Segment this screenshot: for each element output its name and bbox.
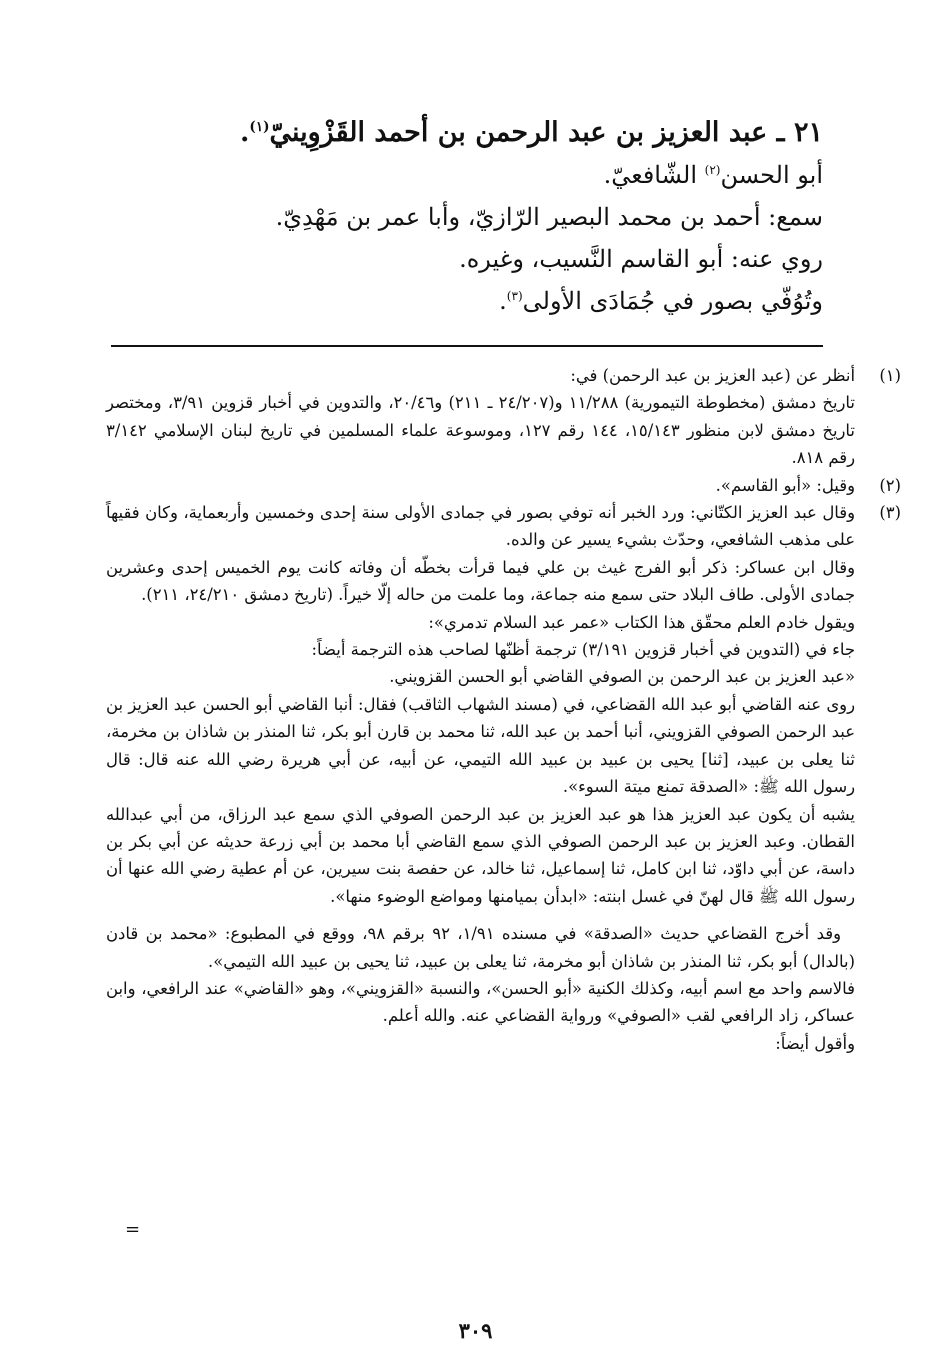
footnote-paragraph: وقال عبد العزيز الكتّاني: ورد الخبر أنه توفي بصور في جمادى الأولى سنة إحدى وخمسين وأربعماية، وكان فقيهاً على مذهب الشافعي، وحدّث بشيء يسير عن والده. bbox=[106, 503, 855, 550]
footnote-paragraph: «عبد العزيز بن عبد الرحمن بن الصوفي القاضي أبو الحسن القزويني. bbox=[389, 667, 855, 687]
footnote-1 bbox=[106, 362, 901, 472]
footnote-paragraph: يشبه أن يكون عبد العزيز هذا هو عبد العزيز بن عبد الرحمن الصوفي الذي سمع عبد الرزاق، من أبي عبدالله القطان. وعبد العزيز بن عبد الرحمن الصوفي الذي سمع القاضي أبا محمد بن أبي زرعة حديثه عن أبي بكر بن داسة، عن أبي داوّد، ثنا ابن كامل، ثنا إسماعيل، ثنا خالد، عن حفصة بنت سيرين، عن أم عطية رضي الله عنها أن رسول الله ﷺ قال لهنّ في غسل ابنته: «ابدأن بميامنها ومواضع الوضوء منها». bbox=[106, 804, 855, 906]
footnote-paragraph: ويقول خادم العلم محقّق هذا الكتاب «عمر عبد السلام تدمري»: bbox=[428, 612, 855, 632]
footnote-paragraph: وقيل: «أبو القاسم». bbox=[715, 475, 855, 495]
footnote-divider bbox=[111, 345, 823, 347]
footnote-paragraph: وقال ابن عساكر: ذكر أبو الفرج غيث بن علي فيما قرأت بخطّه أن وفاته كانت يوم الخميس إحدى وعشرين جمادى الأولى. طاف البلاد حتى سمع منه جماعة، وما علمت من حاله إلّا خيراً. (تاريخ دمشق ٢٤/٢١٠، ٢١١). bbox=[106, 557, 855, 605]
entry-kunya-rest: الشّافعيّ. bbox=[603, 161, 705, 189]
entry-death-end: . bbox=[499, 287, 507, 315]
footnote-paragraph: روى عنه القاضي أبو عبد الله القضاعي، في (مسند الشهاب الثاقب) فقال: أنبا القاضي أبو الحسن عبد العزيز بن عبد الرحمن الصوفي القزويني، أنبا أحمد بن عبد الله، ثنا محمد بن قارن أبو بكر، ثنا المنذر بن شاذان بن مخرمة، ثنا يعلى بن عبيد، [ثنا] يحيى بن عبيد بن عبيد الله التيمي، عن أبيه، عن أبي هريرة رضي الله عنه قال: قال رسول الله ﷺ: «الصدقة تمنع ميتة السوء». bbox=[106, 694, 855, 797]
biography-entry bbox=[123, 112, 823, 322]
footnote-body bbox=[106, 362, 855, 472]
entry-death bbox=[123, 280, 823, 322]
continuation-mark: = bbox=[125, 1219, 141, 1240]
footnote-number: (١) bbox=[879, 366, 901, 385]
footnote-paragraph: تاريخ دمشق (مخطوطة التيمورية) ١١/٢٨٨ و(٢٤/٢٠٧ ـ ٢١١) و٢٠/٤٦، والتدوين في أخبار قزوين ٣/٩١، ومختصر تاريخ دمشق لابن منظور ١٥/١٤٣، ١٤٤ رقم ١٢٧، وموسوعة علماء المسلمين في تاريخ لبنان الإسلامي ٣/١٤٢ رقم ٨١٨. bbox=[106, 393, 855, 468]
footnote-3 bbox=[106, 499, 901, 1057]
entry-heard: سمع: أحمد بن محمد البصير الرّازيّ، وأبا عمر بن مَهْدِيّ. bbox=[275, 203, 823, 231]
entry-title-text: ٢١ ـ عبد العزيز بن عبد الرحمن بن أحمد القَزْوِينيّ bbox=[269, 117, 823, 148]
entry-title-end: . bbox=[240, 117, 250, 148]
footnotes bbox=[106, 362, 901, 1057]
footnote-paragraph: وقد أخرج القضاعي حديث «الصدقة» في مسنده ١/٩١، ٩٢ برقم ٩٨، ووقع في المطبوع: «محمد بن قادن (بالدال) أبو بكر، ثنا المنذر بن شاذان أبو مخرمة، ثنا يعلى بن عبيد، ثنا يحيى بن عبيد الله التيمي». bbox=[106, 924, 855, 971]
footnote-paragraph: أنظر عن (عبد العزيز بن عبد الرحمن) في: bbox=[570, 366, 855, 385]
footnote-number: (٢) bbox=[879, 475, 901, 495]
footnote-paragraph: فالاسم واحد مع اسم أبيه، وكذلك الكنية «أبو الحسن»، والنسبة «القزويني»، وهو «القاضي» عند الرافعي، وابن عساكر، زاد الرافعي لقب «الصوفي» ورواية القضاعي عنه. والله أعلم. bbox=[106, 978, 855, 1026]
footnote-body bbox=[106, 499, 855, 1057]
footnote-ref-1: (١) bbox=[249, 119, 270, 135]
entry-kunya-text: أبو الحسن bbox=[720, 161, 823, 189]
entry-narrated: روي عنه: أبو القاسم النَّسيب، وغيره. bbox=[459, 245, 823, 273]
footnote-2 bbox=[106, 472, 901, 499]
footnote-ref-3: (٣) bbox=[506, 289, 523, 303]
entry-kunya bbox=[123, 154, 823, 196]
footnote-number: (٣) bbox=[879, 503, 901, 523]
entry-death-text: وتُوُفّي بصور في جُمَادَى الأولى bbox=[522, 287, 823, 315]
footnote-ref-2: (٢) bbox=[704, 163, 721, 177]
entry-title bbox=[123, 112, 823, 154]
footnote-paragraph: وأقول أيضاً: bbox=[775, 1033, 855, 1053]
footnote-paragraph: جاء في (التدوين في أخبار قزوين ٣/١٩١) ترجمة أظنّها لصاحب هذه الترجمة أيضاً: bbox=[311, 640, 855, 660]
page-number: ٣٠٩ bbox=[458, 1318, 493, 1343]
footnote-body bbox=[106, 472, 855, 499]
